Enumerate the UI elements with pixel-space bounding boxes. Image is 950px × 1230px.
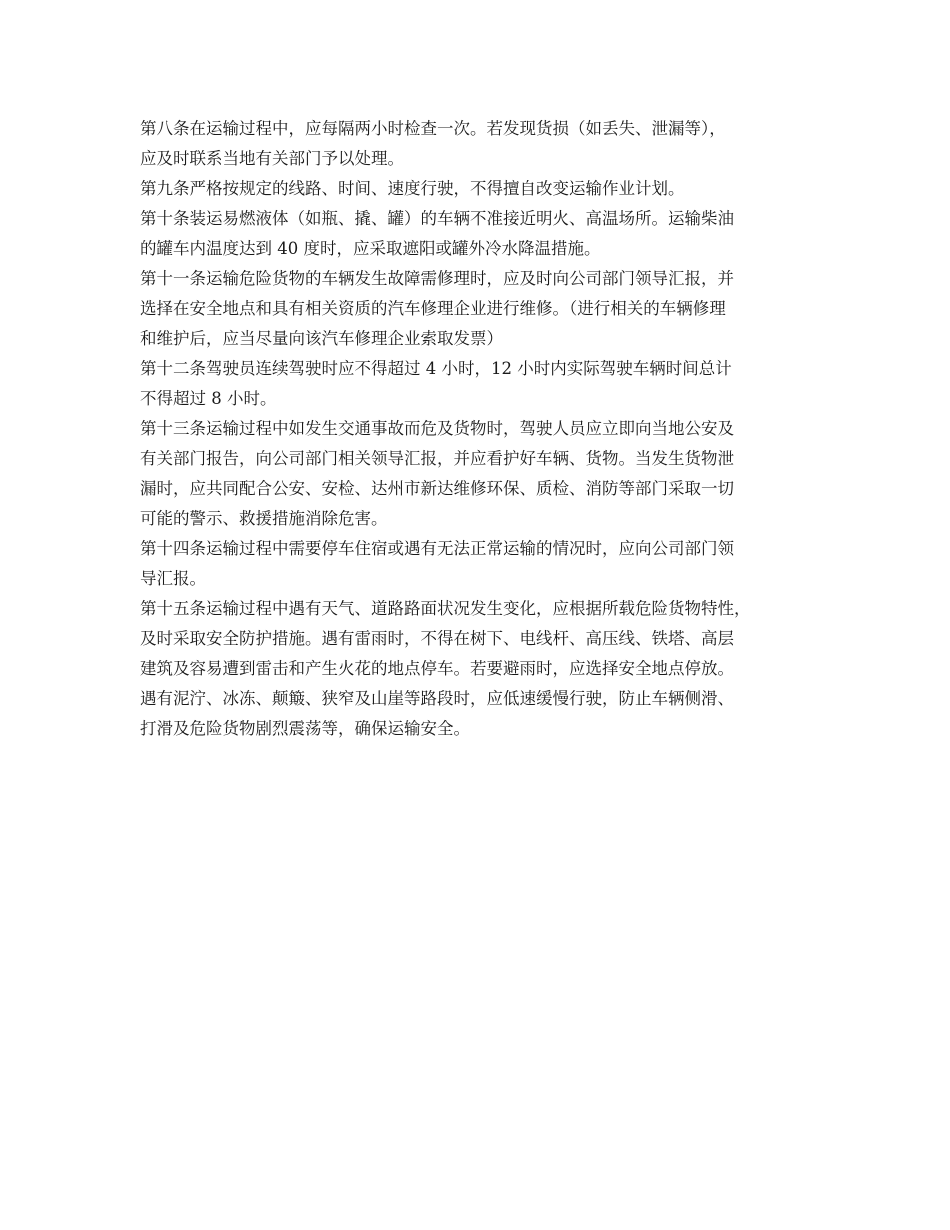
text-line: 和维护后，应当尽量向该汽车修理企业索取发票） (140, 329, 503, 348)
text-line: 第十三条运输过程中如发生交通事故而危及货物时，驾驶人员应立即向当地公安及 (140, 419, 734, 438)
text-line: 及时采取安全防护措施。遇有雷雨时，不得在树下、电线杆、高压线、铁塔、高层 (140, 629, 734, 648)
text-line: 打滑及危险货物剧烈震荡等，确保运输安全。 (140, 719, 470, 738)
text-line: 可能的警示、救援措施消除危害。 (140, 509, 388, 528)
text-line: 第十一条运输危险货物的车辆发生故障需修理时，应及时向公司部门领导汇报，并 (140, 269, 734, 288)
text-line: 第九条严格按规定的线路、时间、速度行驶，不得擅自改变运输作业计划。 (140, 179, 685, 198)
text-line: 遇有泥泞、冰冻、颠簸、狭窄及山崖等路段时，应低速缓慢行驶，防止车辆侧滑、 (140, 689, 734, 708)
document-body (140, 114, 815, 744)
text-line: 第十四条运输过程中需要停车住宿或遇有无法正常运输的情况时，应向公司部门领 (140, 539, 734, 558)
text-line: 第十二条驾驶员连续驾驶时应不得超过 4 小时，12 小时内实际驾驶车辆时间总计 (140, 359, 732, 378)
text-line: 不得超过 8 小时。 (140, 389, 277, 408)
text-line: 应及时联系当地有关部门予以处理。 (140, 149, 404, 168)
text-line: 第十条装运易燃液体（如瓶、撬、罐）的车辆不准接近明火、高温场所。运输柴油 (140, 209, 734, 228)
text-line: 第八条在运输过程中，应每隔两小时检查一次。若发现货损（如丢失、泄漏等）， (140, 119, 726, 138)
text-line: 漏时，应共同配合公安、安检、达州市新达维修环保、质检、消防等部门采取一切 (140, 479, 734, 498)
text-line: 第十五条运输过程中遇有天气、道路路面状况发生变化，应根据所载危险货物特性， (140, 599, 751, 618)
text-line: 建筑及容易遭到雷击和产生火花的地点停车。若要避雨时，应选择安全地点停放。 (140, 659, 734, 678)
text-line: 有关部门报告，向公司部门相关领导汇报，并应看护好车辆、货物。当发生货物泄 (140, 449, 734, 468)
text-line: 导汇报。 (140, 569, 206, 588)
text-line: 选择在安全地点和具有相关资质的汽车修理企业进行维修。（进行相关的车辆修理 (140, 299, 726, 318)
text-line: 的罐车内温度达到 40 度时，应采取遮阳或罐外冷水降温措施。 (140, 239, 601, 258)
